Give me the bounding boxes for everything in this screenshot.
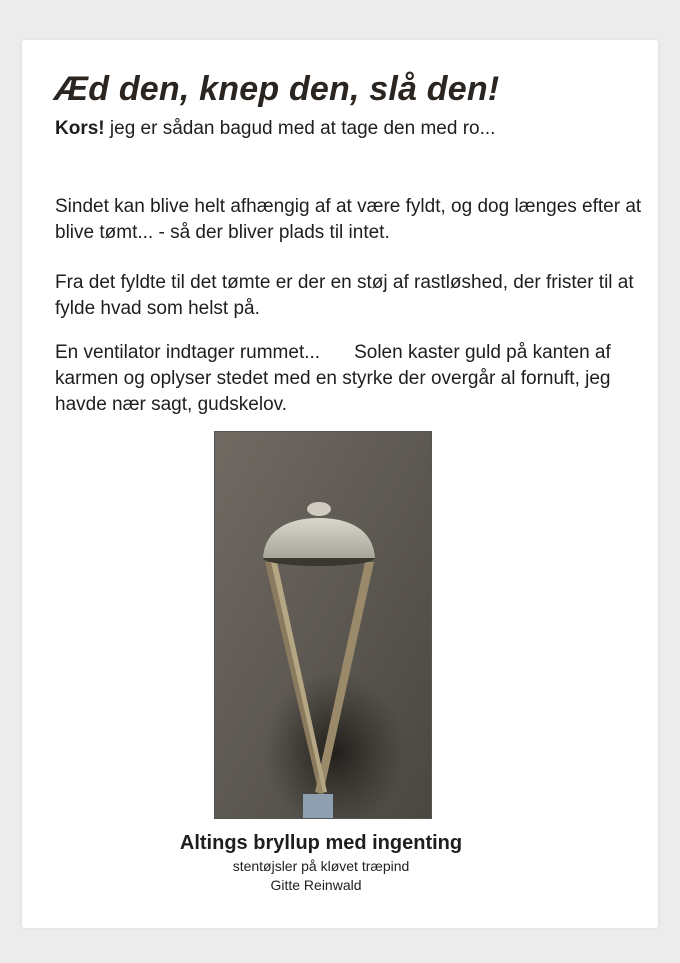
paragraph-3: [55, 340, 645, 418]
caption-title: Altings bryllup med ingenting: [179, 832, 463, 854]
subtitle-exclamation: Kors!: [55, 118, 105, 139]
caption-artist: Gitte Reinwald: [270, 877, 362, 893]
subtitle: [55, 118, 495, 140]
paragraph-1: Sindet kan blive helt afhængig af at være fyldt, og dog længes efter at blive tømt... - så der bliver plads til intet.: [55, 196, 642, 243]
paragraph-3-second: Solen kaster guld på kanten af karmen og oplyser stedet med en styrke der overgår al fornuft, jeg havde nær sagt, gudskelov.: [55, 342, 611, 415]
paragraph-3-first: En ventilator indtager rummet...: [55, 342, 321, 363]
paragraph-2: Fra det fyldte til det tømte er der en støj af rastløshed, der frister til at fylde hvad som helst på.: [55, 272, 634, 319]
artwork-photo: [214, 431, 432, 819]
subtitle-text: jeg er sådan bagud med at tage den med ro...: [104, 118, 496, 139]
page-title: Æd den, knep den, slå den!: [54, 70, 500, 108]
caption-material: stentøjsler på kløvet træpind: [232, 858, 410, 874]
